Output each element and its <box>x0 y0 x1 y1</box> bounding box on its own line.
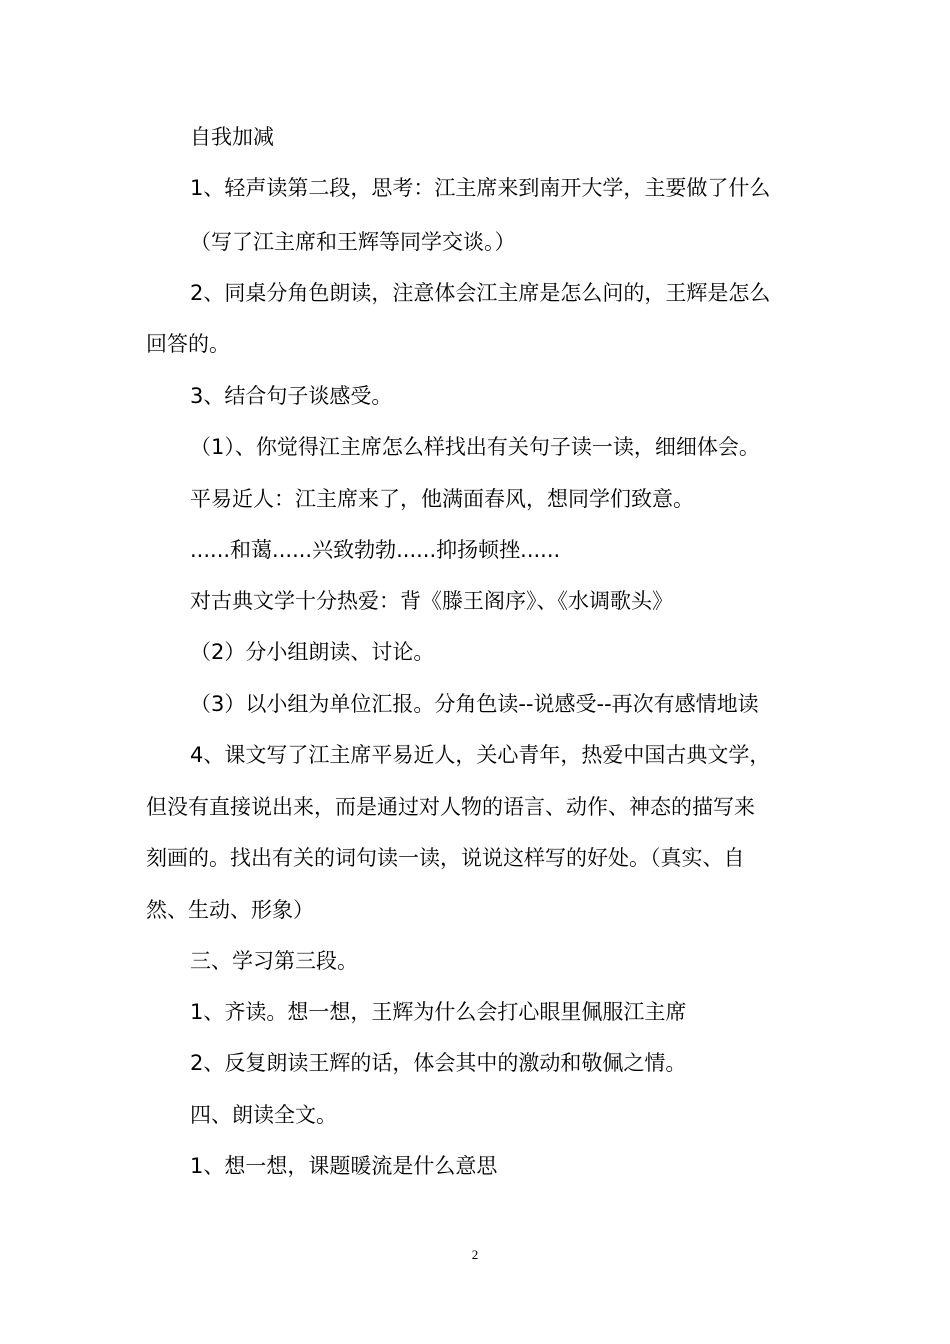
text-line: 三、学习第三段。 <box>190 949 358 973</box>
text-line: ......和蔼......兴致勃勃......抑扬顿挫...... <box>190 538 561 562</box>
text-line: 1、轻声读第二段，思考：江主席来到南开大学，主要做了什么 <box>190 176 771 200</box>
text-line: （2）分小组朗读、讨论。 <box>190 640 435 664</box>
text-line: 3、结合句子谈感受。 <box>190 384 393 408</box>
text-line: 2、反复朗读王辉的话，体会其中的激动和敬佩之情。 <box>190 1051 687 1075</box>
text-line: 然、生动、形象） <box>146 898 314 922</box>
text-line: 自我加减 <box>190 125 274 149</box>
text-line: 4、课文写了江主席平易近人，关心青年，热爱中国古典文学， <box>190 743 771 767</box>
page-number: 2 <box>471 1247 479 1262</box>
text-line: 刻画的。找出有关的词句读一读，说说这样写的好处。（真实、自 <box>146 846 745 870</box>
text-line: （3）以小组为单位汇报。分角色读--说感受--再次有感情地读 <box>190 692 759 716</box>
text-line: 2、同桌分角色朗读，注意体会江主席是怎么问的，王辉是怎么 <box>190 281 771 305</box>
text-line: 1、想一想，课题暖流是什么意思 <box>190 1154 498 1178</box>
text-line: 回答的。 <box>146 332 230 356</box>
text-line: 平易近人：江主席来了，他满面春风，想同学们致意。 <box>190 487 694 511</box>
text-line: 但没有直接说出来，而是通过对人物的语言、动作、神态的描写来 <box>146 795 755 819</box>
text-line: （1）、你觉得江主席怎么样找出有关句子读一读，细细体会。 <box>190 435 760 459</box>
text-line: 四、朗读全文。 <box>190 1103 337 1127</box>
text-line: （写了江主席和王辉等同学交谈。） <box>190 230 516 254</box>
text-line: 1、齐读。想一想，王辉为什么会打心眼里佩服江主席 <box>190 1000 687 1024</box>
text-line: 对古典文学十分热爱：背《滕王阁序》、《水调歌头》 <box>190 589 673 613</box>
